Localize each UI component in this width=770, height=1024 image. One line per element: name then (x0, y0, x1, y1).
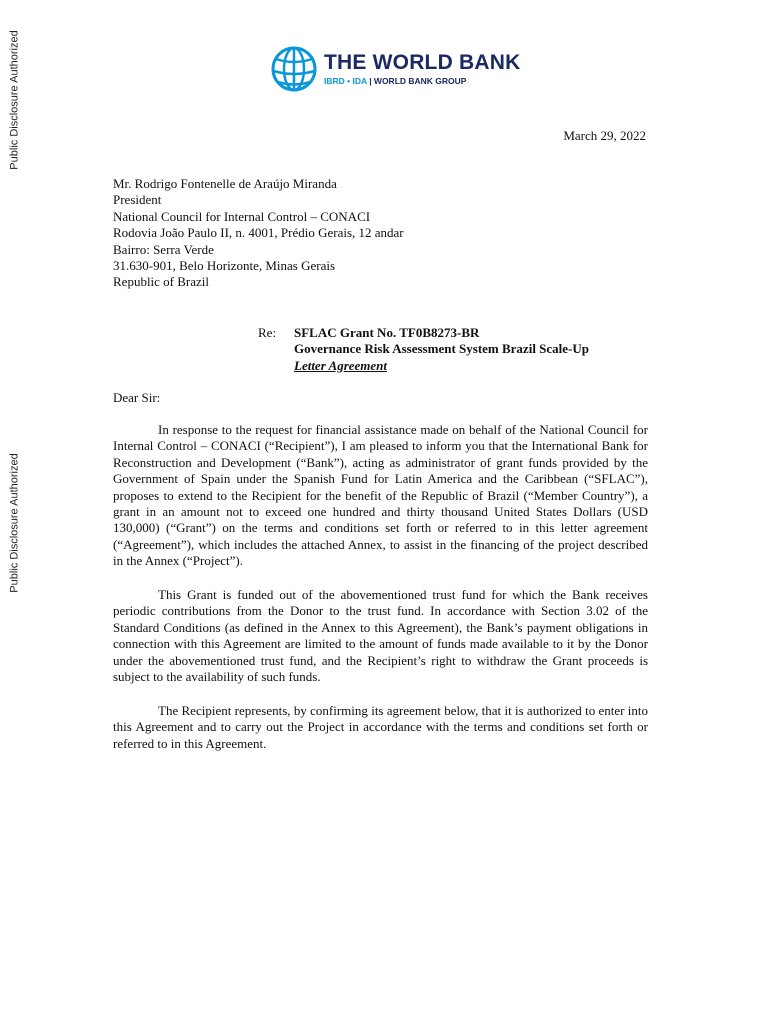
salutation: Dear Sir: (113, 390, 161, 405)
logo-sub-group: | WORLD BANK GROUP (369, 76, 467, 86)
world-bank-logo (270, 45, 520, 93)
disclosure-stamp-top-text: Public Disclosure Authorized (9, 30, 21, 170)
address-line: Mr. Rodrigo Fontenelle de Araújo Miranda (113, 176, 337, 191)
address-line: President (113, 192, 162, 208)
grant-number: SFLAC Grant No. TF0B8273-BR (294, 325, 480, 340)
disclosure-stamp-middle (8, 428, 22, 618)
disclosure-stamp-middle-text: Public Disclosure Authorized (9, 453, 21, 593)
recipient-address (113, 176, 404, 291)
address-line: National Council for Internal Control – CONACI (113, 208, 371, 224)
world-bank-globe-icon (270, 45, 318, 93)
logo-sub-ibrd: IBRD • IDA (324, 76, 367, 86)
subject-label: Re: (258, 325, 277, 340)
body-paragraph-3 (113, 703, 648, 752)
body-paragraph-2 (113, 587, 648, 685)
logo-subtitle (324, 76, 520, 86)
paragraph-text: The Recipient represents, by confirming its agreement below, that it is authorized to enter into this Agreement and to carry out the Project in accordance with the terms and conditions set forth or referred to in this Agreement. (113, 703, 648, 751)
address-line: 31.630-901, Belo Horizonte, Minas Gerais (113, 258, 336, 274)
paragraph-text: In response to the request for financial assistance made on behalf of the National Council for Internal Control – CONACI (“Recipient”), I am pleased to inform you that the International Bank for Reconstruction and Development (“Bank”), acting as administrator of grant funds provided by the Government of Spain under the Spanish Fund for Latin America and the Caribbean (“SFLAC”), proposes to extend to the Recipient for the benefit of the Republic of Brazil (“Member Country”), a grant in an amount not to exceed one hundred and thirty thousand United States Dollars (USD 130,000) (“Grant”) on the terms and conditions set forth or referred to in this letter agreement (“Agreement”), which includes the attached Annex, to assist in the financing of the project described in the Annex (“Project”). (113, 422, 648, 569)
subject-block (258, 325, 589, 374)
logo-text (324, 52, 520, 86)
address-line: Bairro: Serra Verde (113, 241, 214, 257)
subject-lines (294, 325, 589, 374)
address-line: Rodovia João Paulo II, n. 4001, Prédio Gerais, 12 andar (113, 225, 404, 241)
letter-date: March 29, 2022 (563, 128, 646, 143)
project-title: Governance Risk Assessment System Brazil Scale-Up (294, 341, 590, 357)
paragraph-text: This Grant is funded out of the abovementioned trust fund for which the Bank receives periodic contributions from the Donor to the trust fund. In accordance with Section 3.02 of the Standard Conditions (as defined in the Annex to this Agreement), the Bank’s payment obligations in connection with this Agreement are limited to the amount of funds made available to it by the Donor under the abovementioned trust fund, and the Recipient’s right to withdraw the Grant proceeds is subject to the availability of such funds. (113, 587, 648, 685)
document-type: Letter Agreement (294, 357, 388, 373)
body-paragraph-1 (113, 422, 648, 570)
address-line: Republic of Brazil (113, 274, 210, 290)
logo-name: THE WORLD BANK (324, 51, 521, 74)
disclosure-stamp-top (8, 5, 22, 195)
